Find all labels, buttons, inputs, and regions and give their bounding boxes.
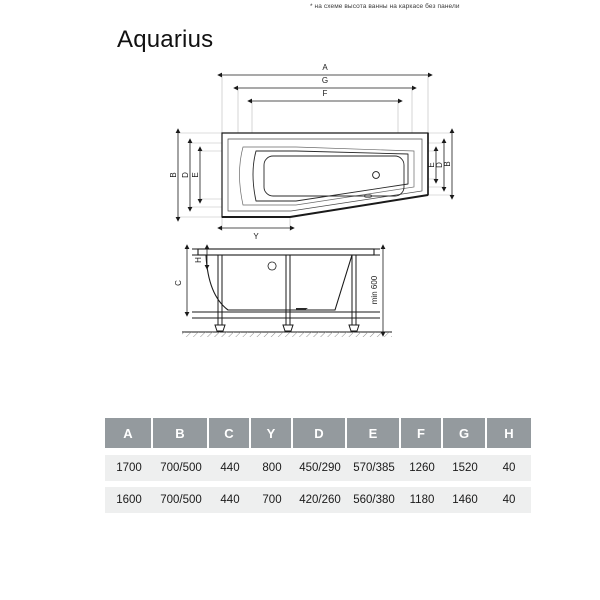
cell-e: 570/385 (347, 455, 401, 481)
cell-h: 40 (487, 455, 531, 481)
dim-label-d-left: D (181, 172, 190, 178)
table-header-b: B (153, 418, 209, 448)
cell-b: 700/500 (153, 487, 209, 513)
table-header-g: G (443, 418, 487, 448)
footnote-note: * на схеме высота ванны на каркасе без панели (310, 3, 460, 10)
cell-g: 1460 (443, 487, 487, 513)
table-header-d: D (293, 418, 347, 448)
dim-label-e-left: E (191, 172, 200, 178)
cell-y: 800 (251, 455, 293, 481)
page-title: Aquarius (117, 26, 214, 53)
cell-g: 1520 (443, 455, 487, 481)
cell-a: 1600 (105, 487, 153, 513)
dim-label-c: C (174, 280, 183, 286)
table-header-y: Y (251, 418, 293, 448)
dim-label-min-height: min 600 (370, 275, 379, 305)
cell-b: 700/500 (153, 455, 209, 481)
table-header-f: F (401, 418, 443, 448)
cell-f: 1260 (401, 455, 443, 481)
cell-c: 440 (209, 487, 251, 513)
dim-label-d-right: D (435, 162, 444, 168)
table-header-e: E (347, 418, 401, 448)
dim-label-b-left: B (169, 172, 178, 178)
dim-label-h: H (194, 257, 203, 263)
dim-label-f: F (322, 89, 328, 98)
drain-detail-icon (268, 262, 276, 270)
specifications-table (105, 418, 516, 513)
cell-y: 700 (251, 487, 293, 513)
dim-label-g: G (321, 76, 329, 85)
table-header-row (105, 418, 531, 448)
top-view-group (169, 63, 452, 241)
cell-f: 1180 (401, 487, 443, 513)
dim-label-y: Y (253, 232, 259, 241)
table-row (105, 455, 531, 481)
technical-drawings (0, 55, 600, 345)
cell-h: 40 (487, 487, 531, 513)
table-row (105, 487, 531, 513)
table-header-h: H (487, 418, 531, 448)
side-view-group (174, 249, 392, 337)
dim-label-b-right: B (443, 161, 452, 167)
table-header-a: A (105, 418, 153, 448)
dim-label-e-right: E (427, 162, 436, 168)
cell-d: 420/260 (293, 487, 347, 513)
cell-d: 450/290 (293, 455, 347, 481)
dim-label-a: A (322, 63, 328, 72)
cell-a: 1700 (105, 455, 153, 481)
cell-e: 560/380 (347, 487, 401, 513)
cell-c: 440 (209, 455, 251, 481)
table-header-c: C (209, 418, 251, 448)
